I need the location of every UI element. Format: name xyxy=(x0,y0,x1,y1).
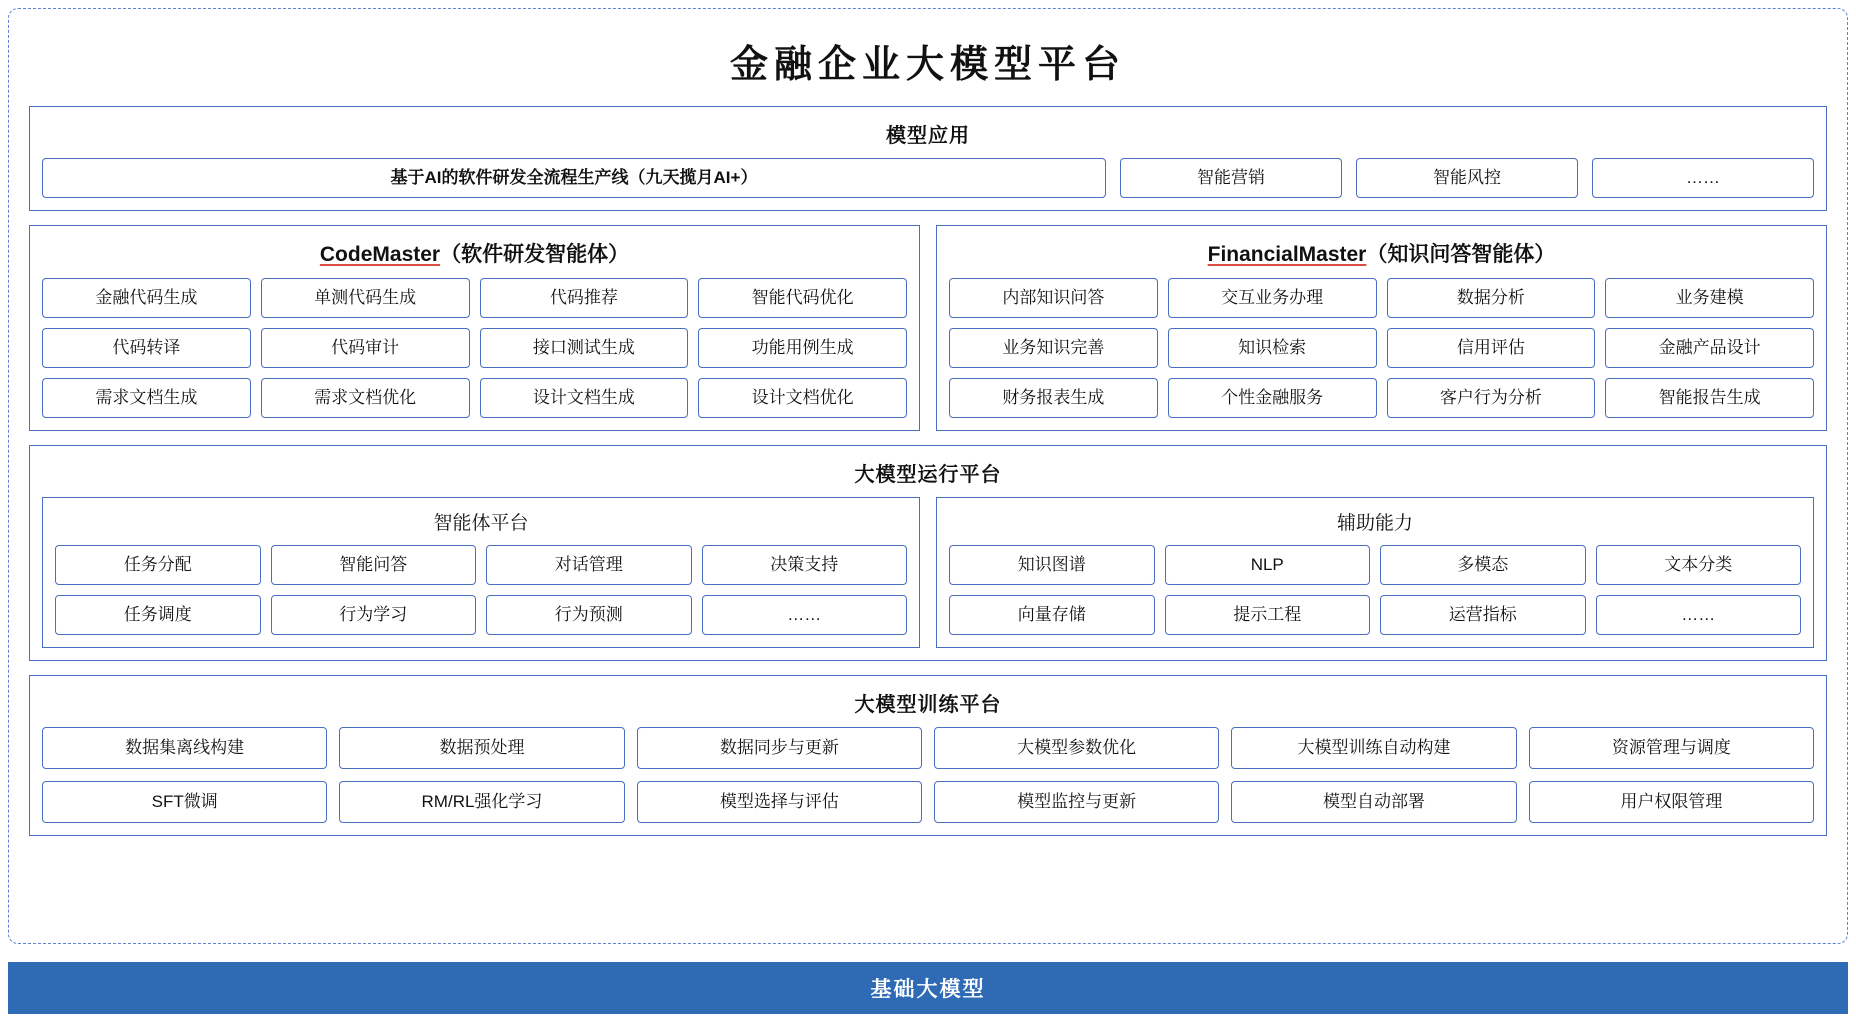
subsection-support-capability xyxy=(936,497,1814,648)
financial-master-item[interactable]: 金融产品设计 xyxy=(1605,328,1814,368)
section-applications-title: 模型应用 xyxy=(886,125,970,147)
training-item[interactable]: 资源管理与调度 xyxy=(1529,727,1814,769)
support-capability-item[interactable]: 文本分类 xyxy=(1596,545,1802,585)
app-chip-more[interactable]: …… xyxy=(1592,158,1814,198)
code-master-title-en: CodeMaster xyxy=(319,243,441,266)
support-capability-item[interactable]: 运营指标 xyxy=(1380,595,1586,635)
agent-platform-item[interactable]: …… xyxy=(702,595,908,635)
code-master-item[interactable]: 代码审计 xyxy=(261,328,470,368)
training-item[interactable]: RM/RL强化学习 xyxy=(339,781,624,823)
section-runtime xyxy=(29,445,1827,661)
code-master-item[interactable]: 单测代码生成 xyxy=(261,278,470,318)
app-chip-risk[interactable]: 智能风控 xyxy=(1356,158,1578,198)
code-master-item[interactable]: 需求文档生成 xyxy=(42,378,251,418)
support-capability-title: 辅助能力 xyxy=(1336,513,1413,534)
training-item[interactable]: 模型监控与更新 xyxy=(934,781,1219,823)
code-master-item[interactable]: 金融代码生成 xyxy=(42,278,251,318)
financial-master-item[interactable]: 数据分析 xyxy=(1387,278,1596,318)
code-master-item[interactable]: 设计文档生成 xyxy=(480,378,689,418)
financial-master-item[interactable]: 业务知识完善 xyxy=(949,328,1158,368)
applications-row xyxy=(42,158,1814,198)
code-master-title-cn: （软件研发智能体） xyxy=(440,243,630,266)
financial-master-item[interactable]: 知识检索 xyxy=(1168,328,1377,368)
financial-master-item[interactable]: 内部知识问答 xyxy=(949,278,1158,318)
agent-platform-item[interactable]: 任务调度 xyxy=(55,595,261,635)
app-chip-marketing[interactable]: 智能营销 xyxy=(1120,158,1342,198)
agent-platform-title: 智能体平台 xyxy=(433,513,529,534)
financial-master-title-en: FinancialMaster xyxy=(1207,243,1367,266)
support-capability-item[interactable]: NLP xyxy=(1165,545,1371,585)
training-item[interactable]: 模型选择与评估 xyxy=(637,781,922,823)
code-master-item[interactable]: 接口测试生成 xyxy=(480,328,689,368)
financial-master-item[interactable]: 信用评估 xyxy=(1387,328,1596,368)
financial-master-item[interactable]: 客户行为分析 xyxy=(1387,378,1596,418)
code-master-item[interactable]: 智能代码优化 xyxy=(698,278,907,318)
training-item[interactable]: 数据预处理 xyxy=(339,727,624,769)
agent-platform-item[interactable]: 行为预测 xyxy=(486,595,692,635)
financial-master-item[interactable]: 交互业务办理 xyxy=(1168,278,1377,318)
app-chip-pipeline[interactable]: 基于AI的软件研发全流程生产线（九天揽月AI+） xyxy=(42,158,1106,198)
agents-row xyxy=(29,225,1827,431)
code-master-title xyxy=(42,238,907,268)
training-item[interactable]: 用户权限管理 xyxy=(1529,781,1814,823)
support-capability-item[interactable]: 向量存储 xyxy=(949,595,1155,635)
training-item[interactable]: 模型自动部署 xyxy=(1231,781,1516,823)
financial-master-title-cn: （知识问答智能体） xyxy=(1366,243,1556,266)
section-runtime-title: 大模型运行平台 xyxy=(854,464,1002,486)
subsection-agent-platform xyxy=(42,497,920,648)
support-capability-item[interactable]: 提示工程 xyxy=(1165,595,1371,635)
agent-platform-item[interactable]: 任务分配 xyxy=(55,545,261,585)
agent-platform-item[interactable]: 决策支持 xyxy=(702,545,908,585)
section-financial-master xyxy=(936,225,1827,431)
section-code-master xyxy=(29,225,920,431)
training-item[interactable]: 大模型训练自动构建 xyxy=(1231,727,1516,769)
section-training-title: 大模型训练平台 xyxy=(854,694,1002,716)
section-training xyxy=(29,675,1827,836)
runtime-inner xyxy=(42,497,1814,648)
training-item[interactable]: 数据集离线构建 xyxy=(42,727,327,769)
agent-platform-item[interactable]: 行为学习 xyxy=(271,595,477,635)
support-capability-grid xyxy=(949,545,1801,635)
code-master-item[interactable]: 设计文档优化 xyxy=(698,378,907,418)
foundation-model-bar xyxy=(8,962,1848,1014)
support-capability-item[interactable]: …… xyxy=(1596,595,1802,635)
financial-master-item[interactable]: 智能报告生成 xyxy=(1605,378,1814,418)
support-capability-item[interactable]: 知识图谱 xyxy=(949,545,1155,585)
code-master-item[interactable]: 功能用例生成 xyxy=(698,328,907,368)
training-item[interactable]: SFT微调 xyxy=(42,781,327,823)
diagram-outer-frame xyxy=(8,8,1848,944)
code-master-item[interactable]: 需求文档优化 xyxy=(261,378,470,418)
agent-platform-item[interactable]: 智能问答 xyxy=(271,545,477,585)
agent-platform-grid xyxy=(55,545,907,635)
support-capability-item[interactable]: 多模态 xyxy=(1380,545,1586,585)
code-master-item[interactable]: 代码推荐 xyxy=(480,278,689,318)
code-master-grid xyxy=(42,278,907,418)
page-title: 金融企业大模型平台 xyxy=(729,42,1126,86)
training-item[interactable]: 大模型参数优化 xyxy=(934,727,1219,769)
section-applications xyxy=(29,106,1827,211)
foundation-model-label: 基础大模型 xyxy=(870,978,986,1001)
code-master-item[interactable]: 代码转译 xyxy=(42,328,251,368)
financial-master-item[interactable]: 个性金融服务 xyxy=(1168,378,1377,418)
training-grid xyxy=(42,727,1814,823)
financial-master-grid xyxy=(949,278,1814,418)
training-item[interactable]: 数据同步与更新 xyxy=(637,727,922,769)
financial-master-item[interactable]: 财务报表生成 xyxy=(949,378,1158,418)
financial-master-title xyxy=(949,238,1814,268)
financial-master-item[interactable]: 业务建模 xyxy=(1605,278,1814,318)
agent-platform-item[interactable]: 对话管理 xyxy=(486,545,692,585)
